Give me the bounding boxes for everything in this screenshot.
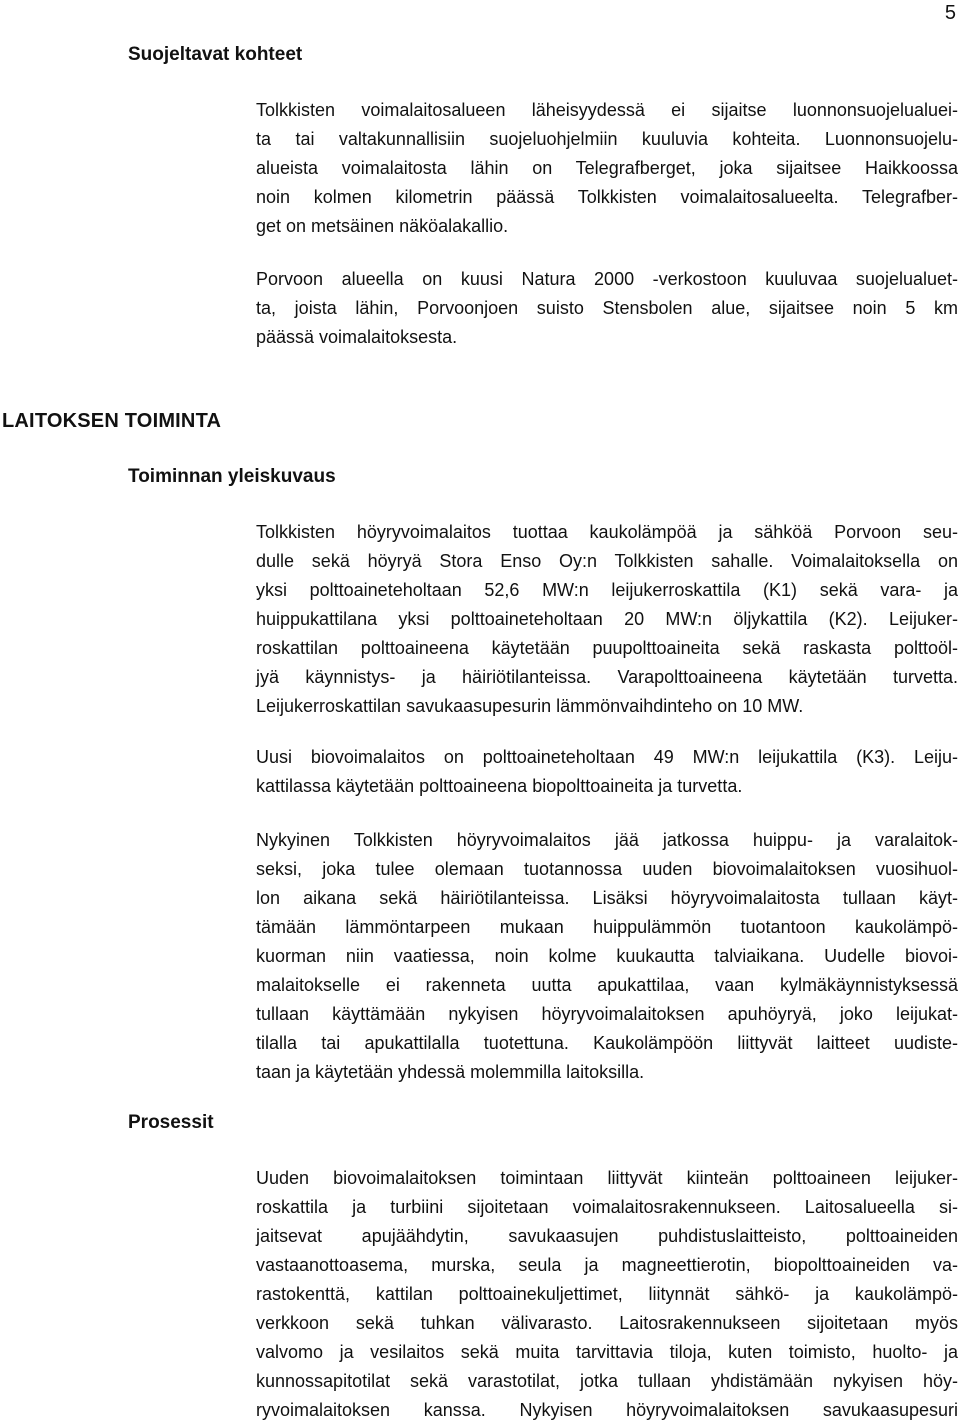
text-line: tullaan käyttämään nykyisen höyryvoimalaitoksen apuhöyryä, joko leijukat- (256, 1004, 958, 1024)
text-line: noin kolmen kilometrin päässä Tolkkisten voimalaitosalueelta. Telegrafber- (256, 187, 958, 207)
text-line: tämään lämmöntarpeen mukaan huippulämmön tuotantoon kaukolämpö- (256, 917, 958, 937)
paragraph-yleiskuvaus-1 (256, 518, 958, 721)
text-line: roskattila ja turbiini sijoitetaan voimalaitosrakennukseen. Laitosalueella si- (256, 1197, 958, 1217)
page-number: 5 (944, 2, 956, 24)
text-line: ta, joista lähin, Porvoonjoen suisto Stensbolen alue, sijaitsee noin 5 km (256, 298, 958, 318)
text-line: Leijukerroskattilan savukaasupesurin lämmönvaihdinteho on 10 MW. (256, 696, 804, 716)
paragraph-yleiskuvaus-2 (256, 743, 958, 801)
section-heading-toiminnan-yleiskuvaus: Toiminnan yleiskuvaus (128, 466, 336, 487)
text-line: kattilassa käytetään polttoaineena biopolttoaineita ja turvetta. (256, 776, 743, 796)
chapter-heading-laitoksen-toiminta: LAITOKSEN TOIMINTA (2, 410, 222, 432)
text-line: malaitokselle ei rakenneta uutta apukattilaa, vaan kylmäkäynnistyksessä (256, 975, 958, 995)
paragraph-prosessit-1 (256, 1164, 958, 1425)
text-line: kuorman niin vaatiessa, noin kolme kuukautta talviaikana. Uudelle biovoi- (256, 946, 958, 966)
text-line: Tolkkisten höyryvoimalaitos tuottaa kaukolämpöä ja sähköä Porvoon seu- (256, 522, 958, 542)
text-line: jyä käynnistys- ja häiriötilanteissa. Varapolttoaineena käytetään turvetta. (256, 667, 958, 687)
text-line: verkkoon sekä tuhkan välivarasto. Laitosrakennukseen sijoitetaan myös (256, 1313, 958, 1333)
text-line: ryvoimalaitoksen kanssa. Nykyisen höyryvoimalaitoksen savukaasupesuri (256, 1400, 958, 1420)
text-line: jaitsevat apujäähdytin, savukaasujen puhdistuslaitteisto, polttoaineiden (256, 1226, 958, 1246)
text-line: Uuden biovoimalaitoksen toimintaan liittyvät kiinteän polttoaineen leijuker- (256, 1168, 958, 1188)
text-line: päässä voimalaitoksesta. (256, 327, 458, 347)
paragraph-yleiskuvaus-3 (256, 826, 958, 1087)
text-line: alueista voimalaitosta lähin on Telegrafberget, joka sijaitsee Haikkoossa (256, 158, 958, 178)
paragraph-suojeltavat-2 (256, 265, 958, 352)
text-line: yksi polttoaineteholtaan 52,6 MW:n leijukerroskattila (K1) sekä vara- ja (256, 580, 958, 600)
text-line: Tolkkisten voimalaitosalueen läheisyydessä ei sijaitse luonnonsuojelualuei- (256, 100, 958, 120)
text-line: Nykyinen Tolkkisten höyryvoimalaitos jää jatkossa huippu- ja varalaitok- (256, 830, 958, 850)
text-line: Porvoon alueella on kuusi Natura 2000 -verkostoon kuuluvaa suojelualuet- (256, 269, 958, 289)
section-heading-suojeltavat-kohteet: Suojeltavat kohteet (128, 44, 303, 65)
text-line: rastokenttä, kattilan polttoainekuljettimet, liitynnät sähkö- ja kaukolämpö- (256, 1284, 958, 1304)
text-line: seksi, joka tulee olemaan tuotannossa uuden biovoimalaitoksen vuosihuol- (256, 859, 958, 879)
text-line: roskattilan polttoaineena käytetään puupolttoaineita sekä raskasta polttoöl- (256, 638, 958, 658)
text-line: get on metsäinen näköalakallio. (256, 216, 509, 236)
paragraph-suojeltavat-1 (256, 96, 958, 241)
section-heading-prosessit: Prosessit (128, 1112, 214, 1133)
text-line: huippukattilana yksi polttoaineteholtaan 20 MW:n öljykattila (K2). Leijuker- (256, 609, 958, 629)
text-line: dulle sekä höyryä Stora Enso Oy:n Tolkkisten sahalle. Voimalaitoksella on (256, 551, 958, 571)
text-line: kunnossapitotilat sekä varastotilat, jotka tullaan yhdistämään nykyisen höy- (256, 1371, 958, 1391)
text-line: Uusi biovoimalaitos on polttoaineteholtaan 49 MW:n leijukattila (K3). Leiju- (256, 747, 958, 767)
text-line: tilalla tai apukattilalla tuotettuna. Kaukolämpöön liittyvät laitteet uudiste- (256, 1033, 958, 1053)
text-line: lon aikana sekä häiriötilanteissa. Lisäksi höyryvoimalaitosta tullaan käyt- (256, 888, 958, 908)
text-line: taan ja käytetään yhdessä molemmilla laitoksilla. (256, 1062, 645, 1082)
text-line: valvomo ja vesilaitos sekä muita tarvittavia tiloja, kuten toimisto, huolto- ja (256, 1342, 958, 1362)
text-line: ta tai valtakunnallisiin suojeluohjelmiin kuuluvia kohteita. Luonnonsuojelu- (256, 129, 958, 149)
text-line: vastaanottoasema, murska, seula ja magneettierotin, biopolttoaineiden va- (256, 1255, 958, 1275)
